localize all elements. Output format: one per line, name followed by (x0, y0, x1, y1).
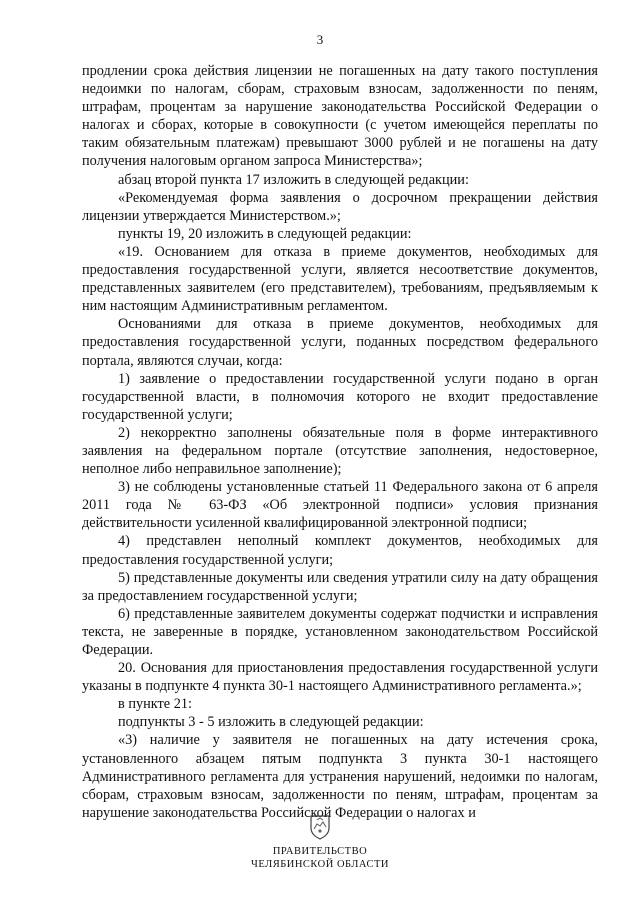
paragraph: в пункте 21: (118, 696, 192, 713)
paragraph: подпункты 3 - 5 изложить в следующей редакции: (118, 714, 424, 731)
paragraph: 5) представленные документы или сведения утратили силу на дату обращения за предоставлением государственной услуги; (82, 569, 598, 604)
paragraph: «Рекомендуемая форма заявления о досрочном прекращении действия лицензии утверждается Министерством.»; (82, 189, 598, 224)
paragraph: 1) заявление о предоставлении государственной услуги подано в орган государственной власти, в полномочия которого не входит предоставление государственной услуги; (82, 370, 598, 423)
paragraph: продлении срока действия лицензии не погашенных на дату такого поступления недоимки по налогам, сборам, страховым взносам, задолженности по пеням, штрафам, процентам за нарушение законодательства Российской Федерации о налогах и сборах, которые в совокупности (с учетом имеющейся переплаты по таким обязательным платежам) превышают 3000 рублей и не погашены на дату получения налоговым органом запроса Министерства»; (82, 63, 598, 170)
paragraph: «19. Основанием для отказа в приеме документов, необходимых для предоставления государственной услуги, является несоответствие документов, представленных заявителем (его представителем), требованиям, предъявляемым к ним настоящим Административным регламентом. (82, 243, 598, 315)
document-body (82, 62, 598, 822)
paragraph: 20. Основания для приостановления предоставления государственной услуги указаны в подпункте 4 пункта 30-1 настоящего Административного регламента.»; (82, 660, 598, 695)
paragraph: Основаниями для отказа в приеме документов, необходимых для предоставления государственной услуги, поданных посредством федерального портала, являются случаи, когда: (82, 316, 598, 369)
paragraph: 2) некорректно заполнены обязательные поля в форме интерактивного заявления на федеральном портале (отсутствие заполнения, недостоверное, неполное либо неправильное заполнение); (82, 424, 598, 478)
paragraph: 6) представленные заявителем документы содержат подчистки и исправления текста, не заверенные в порядке, установленном законодательством Российской Федерации. (82, 605, 598, 658)
paragraph: пункты 19, 20 изложить в следующей редакции: (118, 225, 412, 242)
paragraph: «3) наличие у заявителя не погашенных на дату истечения срока, установленного абзацем пятым подпункта 3 пункта 30-1 настоящего Административного регламента для устранения нарушений, недоимки по налогам, сборам, страховым взносам, задолженности по пеням, штрафам, процентам за нарушение законодательства Российской Федерации о налогах и (82, 732, 598, 821)
paragraph: абзац второй пункта 17 изложить в следующей редакции: (118, 171, 469, 188)
paragraph: 3) не соблюдены установленные статьей 11 Федерального закона от 6 апреля 2011 года № 63-ФЗ «Об электронной подписи» условия признания действительности усиленной квалифицированной электронной подписи; (82, 479, 598, 532)
footer (0, 814, 640, 871)
page-number: 3 (316, 32, 324, 47)
footer-line-1: ПРАВИТЕЛЬСТВО (272, 846, 368, 857)
paragraph: 4) представлен неполный комплект документов, необходимых для предоставления государственной услуги; (82, 533, 598, 568)
coat-of-arms-icon (309, 814, 331, 840)
footer-line-2: ЧЕЛЯБИНСКОЙ ОБЛАСТИ (251, 859, 389, 870)
